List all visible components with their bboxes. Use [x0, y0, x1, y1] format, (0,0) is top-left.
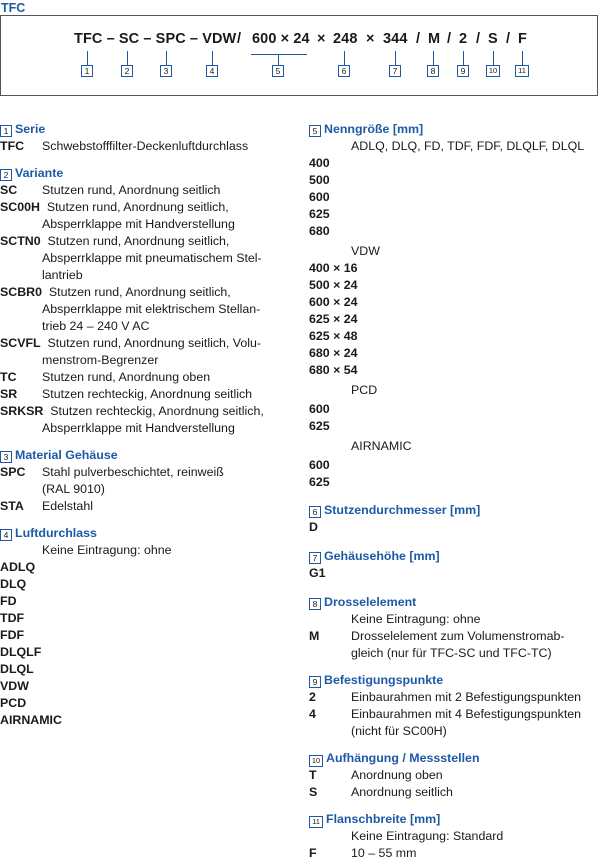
size-value: 400	[309, 156, 330, 170]
section-heading	[0, 525, 290, 542]
definition-row	[0, 403, 290, 437]
section-title: Gehäusehöhe [mm]	[324, 549, 440, 563]
section-number: 2	[0, 169, 12, 181]
code-sep: ×	[366, 31, 375, 47]
section-title: Serie	[15, 122, 46, 136]
section-heading	[0, 121, 290, 138]
definition-value: Absperrklappe mit Handverstellung	[42, 421, 235, 435]
definition-row	[0, 498, 290, 515]
definition-value-line: Drosselelement zum Volumenstromab-	[351, 629, 565, 643]
section-drosselelement	[309, 594, 599, 662]
section-number: 5	[309, 125, 321, 137]
size-value: 600	[309, 402, 330, 416]
section-title: Nenngröße [mm]	[324, 122, 424, 136]
definition-value: Schwebstofffilter-Deckenluftdurchlass	[42, 139, 249, 153]
section-heading	[309, 672, 599, 689]
definition-row	[0, 233, 290, 284]
section-number: 10	[309, 755, 323, 767]
definition-key: TFC	[0, 139, 25, 153]
code-number-box: 8	[427, 65, 439, 77]
section-heading	[309, 548, 599, 565]
definition-key: 2	[309, 690, 316, 704]
definition-row	[0, 182, 290, 199]
section-variante	[0, 165, 290, 437]
section-note: Keine Eintragung: ohne	[42, 543, 172, 557]
option-code: FDF	[0, 628, 25, 642]
connector-line	[166, 51, 167, 65]
definition-value-line: gleich (nur für TFC-SC und TFC-TC)	[351, 646, 552, 660]
right-column	[309, 121, 599, 862]
definition-row	[0, 369, 290, 386]
section-heading	[0, 165, 290, 182]
code-part-g1: 344	[383, 31, 408, 47]
definition-key: M	[309, 629, 320, 643]
definition-key: S	[309, 785, 318, 799]
code-sep: /	[506, 31, 511, 47]
size-value: 625 × 48	[309, 329, 358, 343]
definition-value: Stutzen rund, Anordnung seitlich	[42, 183, 221, 197]
connector-line	[433, 51, 434, 65]
definition-row	[0, 335, 290, 369]
definition-row	[309, 689, 599, 706]
definition-value-line: Stahl pulverbeschichtet, reinweiß	[42, 465, 224, 479]
section-heading	[309, 750, 599, 767]
connector-line	[493, 51, 494, 65]
section-number: 1	[0, 125, 12, 137]
definition-key: SRKSR	[0, 404, 44, 418]
section-stutzendurchmesser	[309, 502, 599, 536]
size-value: 680 × 24	[309, 346, 358, 360]
definition-row	[0, 138, 290, 155]
section-note: Keine Eintragung: Standard	[351, 829, 504, 843]
group-label: PCD	[351, 383, 378, 397]
section-gehaeusehoehe	[309, 548, 599, 582]
definition-value	[351, 706, 599, 740]
definition-value: Stutzen rechteckig, Anordnung seitlich,	[50, 404, 264, 418]
section-material	[0, 447, 290, 515]
left-column	[0, 121, 290, 729]
size-value: 625	[309, 207, 330, 221]
code-sep: /	[476, 31, 481, 47]
option-code: TDF	[0, 611, 25, 625]
connector-line	[212, 51, 213, 65]
definition-value	[42, 464, 290, 498]
option-code: FD	[0, 594, 17, 608]
code-number-box: 10	[486, 65, 500, 77]
size-value: 680	[309, 224, 330, 238]
section-number: 3	[0, 451, 12, 463]
code-part-type	[74, 31, 236, 48]
code-number-box: 5	[272, 65, 284, 77]
section-number: 9	[309, 676, 321, 688]
option-code: D	[309, 520, 318, 534]
code-number-box: 6	[338, 65, 350, 77]
section-title: Drosselelement	[324, 595, 417, 609]
definition-value: lantrieb	[42, 268, 83, 282]
definition-key: SCBR0	[0, 285, 42, 299]
section-heading	[309, 594, 599, 611]
definition-value: Stutzen rechteckig, Anordnung seitlich	[42, 387, 253, 401]
section-nenngroesse	[309, 121, 599, 491]
section-heading	[309, 811, 599, 828]
size-value: 500 × 24	[309, 278, 358, 292]
code-number-box: 3	[160, 65, 172, 77]
code-sep: /	[447, 31, 452, 47]
definition-value: Absperrklappe mit pneumatischem Stel-	[42, 251, 262, 265]
definition-row	[309, 706, 599, 740]
size-value: 680 × 54	[309, 363, 358, 377]
definition-value: Anordnung seitlich	[351, 785, 453, 799]
connector-line	[87, 51, 88, 65]
option-code: DLQ	[0, 577, 27, 591]
option-code: VDW	[0, 679, 29, 693]
section-luftdurchlass	[0, 525, 290, 729]
code-number-box: 2	[121, 65, 133, 77]
definition-value: Anordnung oben	[351, 768, 443, 782]
definition-row	[309, 767, 599, 784]
size-value: 400 × 16	[309, 261, 358, 275]
section-befestigungspunkte	[309, 672, 599, 740]
definition-row	[0, 386, 290, 403]
definition-value: Stutzen rund, Anordnung seitlich,	[46, 200, 229, 214]
definition-row	[309, 784, 599, 801]
definition-key: TC	[0, 370, 17, 384]
code-sep: /	[237, 31, 242, 47]
definition-value: Edelstahl	[42, 499, 93, 513]
section-flanschbreite	[309, 811, 599, 862]
group-label: ADLQ, DLQ, FD, TDF, FDF, DLQLF, DLQL	[351, 139, 585, 153]
group-label: AIRNAMIC	[351, 439, 412, 453]
section-serie	[0, 121, 290, 155]
size-value: 500	[309, 173, 330, 187]
definition-value: Stutzen rund, Anordnung seitlich, Volu-	[47, 336, 262, 350]
code-number-box: 1	[81, 65, 93, 77]
code-part-size: 600 × 24	[252, 31, 310, 47]
option-code: AIRNAMIC	[0, 713, 62, 727]
section-number: 7	[309, 552, 321, 564]
section-number: 4	[0, 529, 12, 541]
definition-value: Einbaurahmen mit 2 Befestigungspunkten	[351, 690, 582, 704]
definition-value	[351, 628, 599, 662]
section-heading	[309, 502, 599, 519]
section-title: Aufhängung / Messstellen	[326, 751, 480, 765]
definition-value: Stutzen rund, Anordnung seitlich,	[47, 234, 230, 248]
definition-key: SPC	[0, 465, 26, 479]
option-code: PCD	[0, 696, 27, 710]
definition-key: SC	[0, 183, 18, 197]
code-sep: ×	[317, 31, 326, 47]
section-title: Flanschbreite [mm]	[326, 812, 441, 826]
definition-key: SC00H	[0, 200, 40, 214]
section-aufhaengung	[309, 750, 599, 801]
option-code: G1	[309, 566, 326, 580]
definition-value: Absperrklappe mit elektrischem Stellan-	[42, 302, 261, 316]
connector-line	[463, 51, 464, 65]
size-value: 600 × 24	[309, 295, 358, 309]
section-number: 8	[309, 598, 321, 610]
definition-value: Stutzen rund, Anordnung seitlich,	[48, 285, 231, 299]
section-title: Luftdurchlass	[15, 526, 97, 540]
definition-row	[309, 845, 599, 862]
connector-line	[278, 54, 279, 65]
size-value: 600	[309, 458, 330, 472]
size-value: 625	[309, 475, 330, 489]
definition-value-line: (RAL 9010)	[42, 482, 105, 496]
definition-value: 10 – 55 mm	[351, 846, 417, 860]
option-code: DLQL	[0, 662, 34, 676]
section-title: Material Gehäuse	[15, 448, 118, 462]
page-title: TFC	[1, 1, 26, 15]
section-heading	[309, 121, 599, 138]
connector-line	[395, 51, 396, 65]
connector-line	[344, 51, 345, 65]
definition-value-line: Einbaurahmen mit 4 Befestigungspunkten	[351, 707, 582, 721]
definition-key: F	[309, 846, 317, 860]
connector-line	[522, 51, 523, 65]
definition-row	[0, 464, 290, 498]
section-heading	[0, 447, 290, 464]
definition-value: Stutzen rund, Anordnung oben	[42, 370, 211, 384]
definition-value: menstrom-Begrenzer	[42, 353, 159, 367]
size-value: 625 × 24	[309, 312, 358, 326]
section-number: 6	[309, 506, 321, 518]
code-part-s: S	[488, 31, 498, 47]
group-label: VDW	[351, 244, 380, 258]
section-note: Keine Eintragung: ohne	[351, 612, 481, 626]
section-number: 11	[309, 816, 323, 828]
code-number-box: 7	[389, 65, 401, 77]
definition-key: 4	[309, 707, 316, 721]
definition-key: T	[309, 768, 317, 782]
option-code: DLQLF	[0, 645, 42, 659]
code-number-box: 9	[457, 65, 469, 77]
option-code: ADLQ	[0, 560, 36, 574]
definition-value: Absperrklappe mit Handverstellung	[42, 217, 235, 231]
code-part-d: 248	[333, 31, 358, 47]
section-title: Stutzendurchmesser [mm]	[324, 503, 481, 517]
definition-value-line: (nicht für SC00H)	[351, 724, 447, 738]
definition-row	[309, 628, 599, 662]
connector-line	[127, 51, 128, 65]
definition-key: SR	[0, 387, 18, 401]
code-part-f: F	[518, 31, 527, 47]
definition-key: SCVFL	[0, 336, 41, 350]
order-code-box	[0, 15, 598, 96]
size-value: 625	[309, 419, 330, 433]
definition-key: STA	[0, 499, 24, 513]
code-number-box: 4	[206, 65, 218, 77]
definition-row	[0, 199, 290, 233]
code-sep: /	[416, 31, 421, 47]
definition-value: trieb 24 – 240 V AC	[42, 319, 150, 333]
connector-line	[251, 54, 307, 55]
code-text: TFC – SC – SPC – VDW	[74, 31, 237, 47]
code-part-2: 2	[459, 31, 468, 47]
size-value: 600	[309, 190, 330, 204]
section-title: Befestigungspunkte	[324, 673, 444, 687]
section-title: Variante	[15, 166, 64, 180]
definition-key: SCTN0	[0, 234, 41, 248]
code-part-m: M	[428, 31, 441, 47]
code-number-box: 11	[515, 65, 529, 77]
definition-row	[0, 284, 290, 335]
